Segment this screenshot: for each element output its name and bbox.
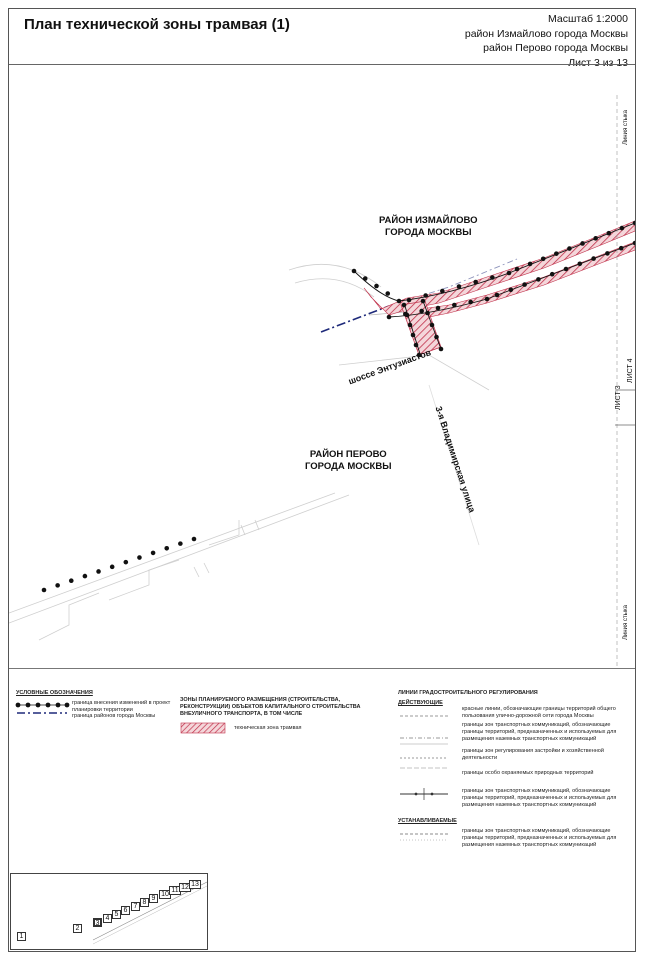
boundary-dot <box>507 271 512 276</box>
boundary-dot <box>593 236 598 241</box>
boundary-dot <box>509 288 514 293</box>
boundary-dot <box>352 269 357 274</box>
boundary-dot <box>490 275 495 280</box>
boundary-dot <box>421 299 426 304</box>
label-shosse-entuziastov: шоссе Энтузиастов <box>347 347 433 387</box>
boundary-dot <box>528 262 533 267</box>
boundary-dot <box>69 578 74 583</box>
label-perovo: РАЙОН ПЕРОВО ГОРОДА МОСКВЫ <box>305 449 392 472</box>
sheet-3-label: ЛИСТ 3 <box>615 385 622 410</box>
legend-established-transport: границы зон транспортных коммуникаций, обозначающие границы территорий, предназначенных и используемых для размещения наземных транспортных коммуникаций <box>462 828 617 848</box>
legend-transport-zones: границы зон транспортных коммуникаций, обозначающие границы территорий, предназначенных и используемых для размещения наземных транспортных коммуникаций <box>462 722 617 742</box>
join-line-label-bottom: Линия стыка <box>623 604 629 640</box>
sheet-index-cell-3: 3 <box>93 918 102 927</box>
boundary-dot <box>440 289 445 294</box>
sheet-index-cell-2: 2 <box>73 924 82 933</box>
boundary-dot <box>515 267 520 272</box>
boundary-dot <box>397 299 402 304</box>
boundary-dot <box>485 297 490 302</box>
map-canvas <box>9 65 635 667</box>
sheet-4-label: ЛИСТ 4 <box>627 358 634 383</box>
tram-zone-band-lower <box>407 242 635 319</box>
sheet-index-cell-11: 11 <box>169 886 181 895</box>
boundary-dot <box>619 246 624 251</box>
legend-transport-zones-2: границы зон транспортных коммуникаций, обозначающие границы территорий, предназначенных и используемых для размещения наземных транспортных коммуникаций <box>462 788 617 808</box>
boundary-dot <box>620 226 625 231</box>
legend-zone-heading: ЗОНЫ ПЛАНИРУЕМОГО РАЗМЕЩЕНИЯ (СТРОИТЕЛЬСТВА, РЕКОНСТРУКЦИИ) ОБЪЕКТОВ КАПИТАЛЬНОГО СТРОИТЕЛЬСТВА ВНЕУЛИЧНОГО ТРАНСПОРТА, В ТОМ ЧИСЛЕ <box>180 697 361 717</box>
boundary-dot <box>96 569 101 574</box>
title-block <box>465 12 628 70</box>
map-svg <box>9 65 635 667</box>
boundary-dot <box>402 303 407 308</box>
boundary-dot <box>137 555 142 560</box>
boundary-dot <box>374 284 379 289</box>
legend-item-boundary-changes: граница внесения изменений в проект планировки территории <box>72 700 171 713</box>
sheet-index-cell-13: 13 <box>189 880 201 889</box>
label-izmailovo: РАЙОН ИЗМАЙЛОВО ГОРОДА МОСКВЫ <box>379 215 478 238</box>
boundary-dot <box>164 546 169 551</box>
district-label-1: район Измайлово города Москвы <box>464 27 628 40</box>
boundary-dot <box>606 231 611 236</box>
boundary-dot <box>387 315 392 320</box>
sheet-index-cell-4: 4 <box>103 914 112 923</box>
sheet-index-map <box>10 873 208 950</box>
boundary-dot <box>591 256 596 261</box>
boundary-dot <box>495 293 500 298</box>
legend-regulation-zones: границы зон регулирования застройки и хозяйственной деятельности <box>462 748 604 761</box>
boundary-dot <box>419 309 424 314</box>
join-line-label-top: Линия стыка <box>623 109 629 145</box>
boundary-dot <box>439 347 444 352</box>
legend-established-heading: УСТАНАВЛИВАЕМЫЕ <box>398 818 457 824</box>
boundary-dot <box>83 574 88 579</box>
boundary-dot <box>385 291 390 296</box>
boundary-dot <box>363 276 368 281</box>
legend-red-lines: красные линии, обозначающие границы территорий общего пользования улично-дорожной сети города Москвы <box>462 706 616 719</box>
sheet-index-cell-12: 12 <box>179 883 191 892</box>
sheet-index-cell-7: 7 <box>131 902 140 911</box>
boundary-dot <box>452 303 457 308</box>
boundary-dot <box>436 306 441 311</box>
legend-divider <box>9 668 635 669</box>
boundary-dot <box>457 284 462 289</box>
legend-protected-areas: границы особо охраняемых природных территорий <box>462 770 594 776</box>
label-3-vladimirskaya: 3-я Владимирская улица <box>433 405 478 514</box>
page-title: План технической зоны трамвая (1) <box>24 16 290 33</box>
boundary-dot <box>550 272 555 277</box>
boundary-dot <box>564 267 569 272</box>
legend-heading: УСЛОВНЫЕ ОБОЗНАЧЕНИЯ <box>16 690 93 696</box>
boundary-dot <box>605 251 610 256</box>
boundary-dot <box>434 335 439 340</box>
legend-dots-symbol <box>14 700 70 716</box>
boundary-dot <box>408 323 413 328</box>
boundary-dot <box>55 583 60 588</box>
sheet-index-cell-5: 5 <box>112 910 121 919</box>
boundary-dot <box>541 256 546 261</box>
boundary-dot <box>425 311 430 316</box>
boundary-dot <box>411 333 416 338</box>
boundary-dot <box>414 343 419 348</box>
boundary-dot <box>407 298 412 303</box>
boundary-dot <box>473 280 478 285</box>
boundary-dot <box>192 537 197 542</box>
boundary-dot <box>151 551 156 556</box>
boundary-dot <box>554 251 559 256</box>
boundary-dot <box>468 300 473 305</box>
boundary-dot <box>110 565 115 570</box>
sheet-index-cell-1: 1 <box>17 932 26 941</box>
boundary-dot <box>405 313 410 318</box>
boundary-dot <box>578 262 583 267</box>
sheet-index-cell-6: 6 <box>121 906 130 915</box>
boundary-dot <box>178 541 183 546</box>
boundary-dot <box>536 277 541 282</box>
boundary-dot <box>42 588 47 593</box>
legend-item-district-boundary: граница районов города Москвы <box>72 713 156 719</box>
legend-existing-heading: ДЕЙСТВУЮЩИЕ <box>398 700 443 706</box>
legend-item-tram-zone: техническая зона трамвая <box>234 725 302 731</box>
boundary-dot <box>580 241 585 246</box>
boundary-dot <box>124 560 129 565</box>
boundary-dot <box>522 282 527 287</box>
sheet-index-cell-10: 10 <box>159 890 171 899</box>
legend-hatch-symbol <box>180 722 226 734</box>
boundary-dot <box>567 246 572 251</box>
scale-label: Масштаб 1:2000 <box>548 13 628 25</box>
sheet-number: Лист 3 из 13 <box>568 56 628 69</box>
legend-lines-heading: ЛИНИИ ГРАДОСТРОИТЕЛЬНОГО РЕГУЛИРОВАНИЯ <box>398 690 538 696</box>
district-label-2: район Перово города Москвы <box>483 42 628 54</box>
district-boundary-line <box>321 306 389 332</box>
legend-line-symbols <box>396 708 452 848</box>
sheet-index-cell-8: 8 <box>140 898 149 907</box>
sheet-index-cell-9: 9 <box>149 894 158 903</box>
boundary-dot <box>423 293 428 298</box>
boundary-dot <box>430 323 435 328</box>
